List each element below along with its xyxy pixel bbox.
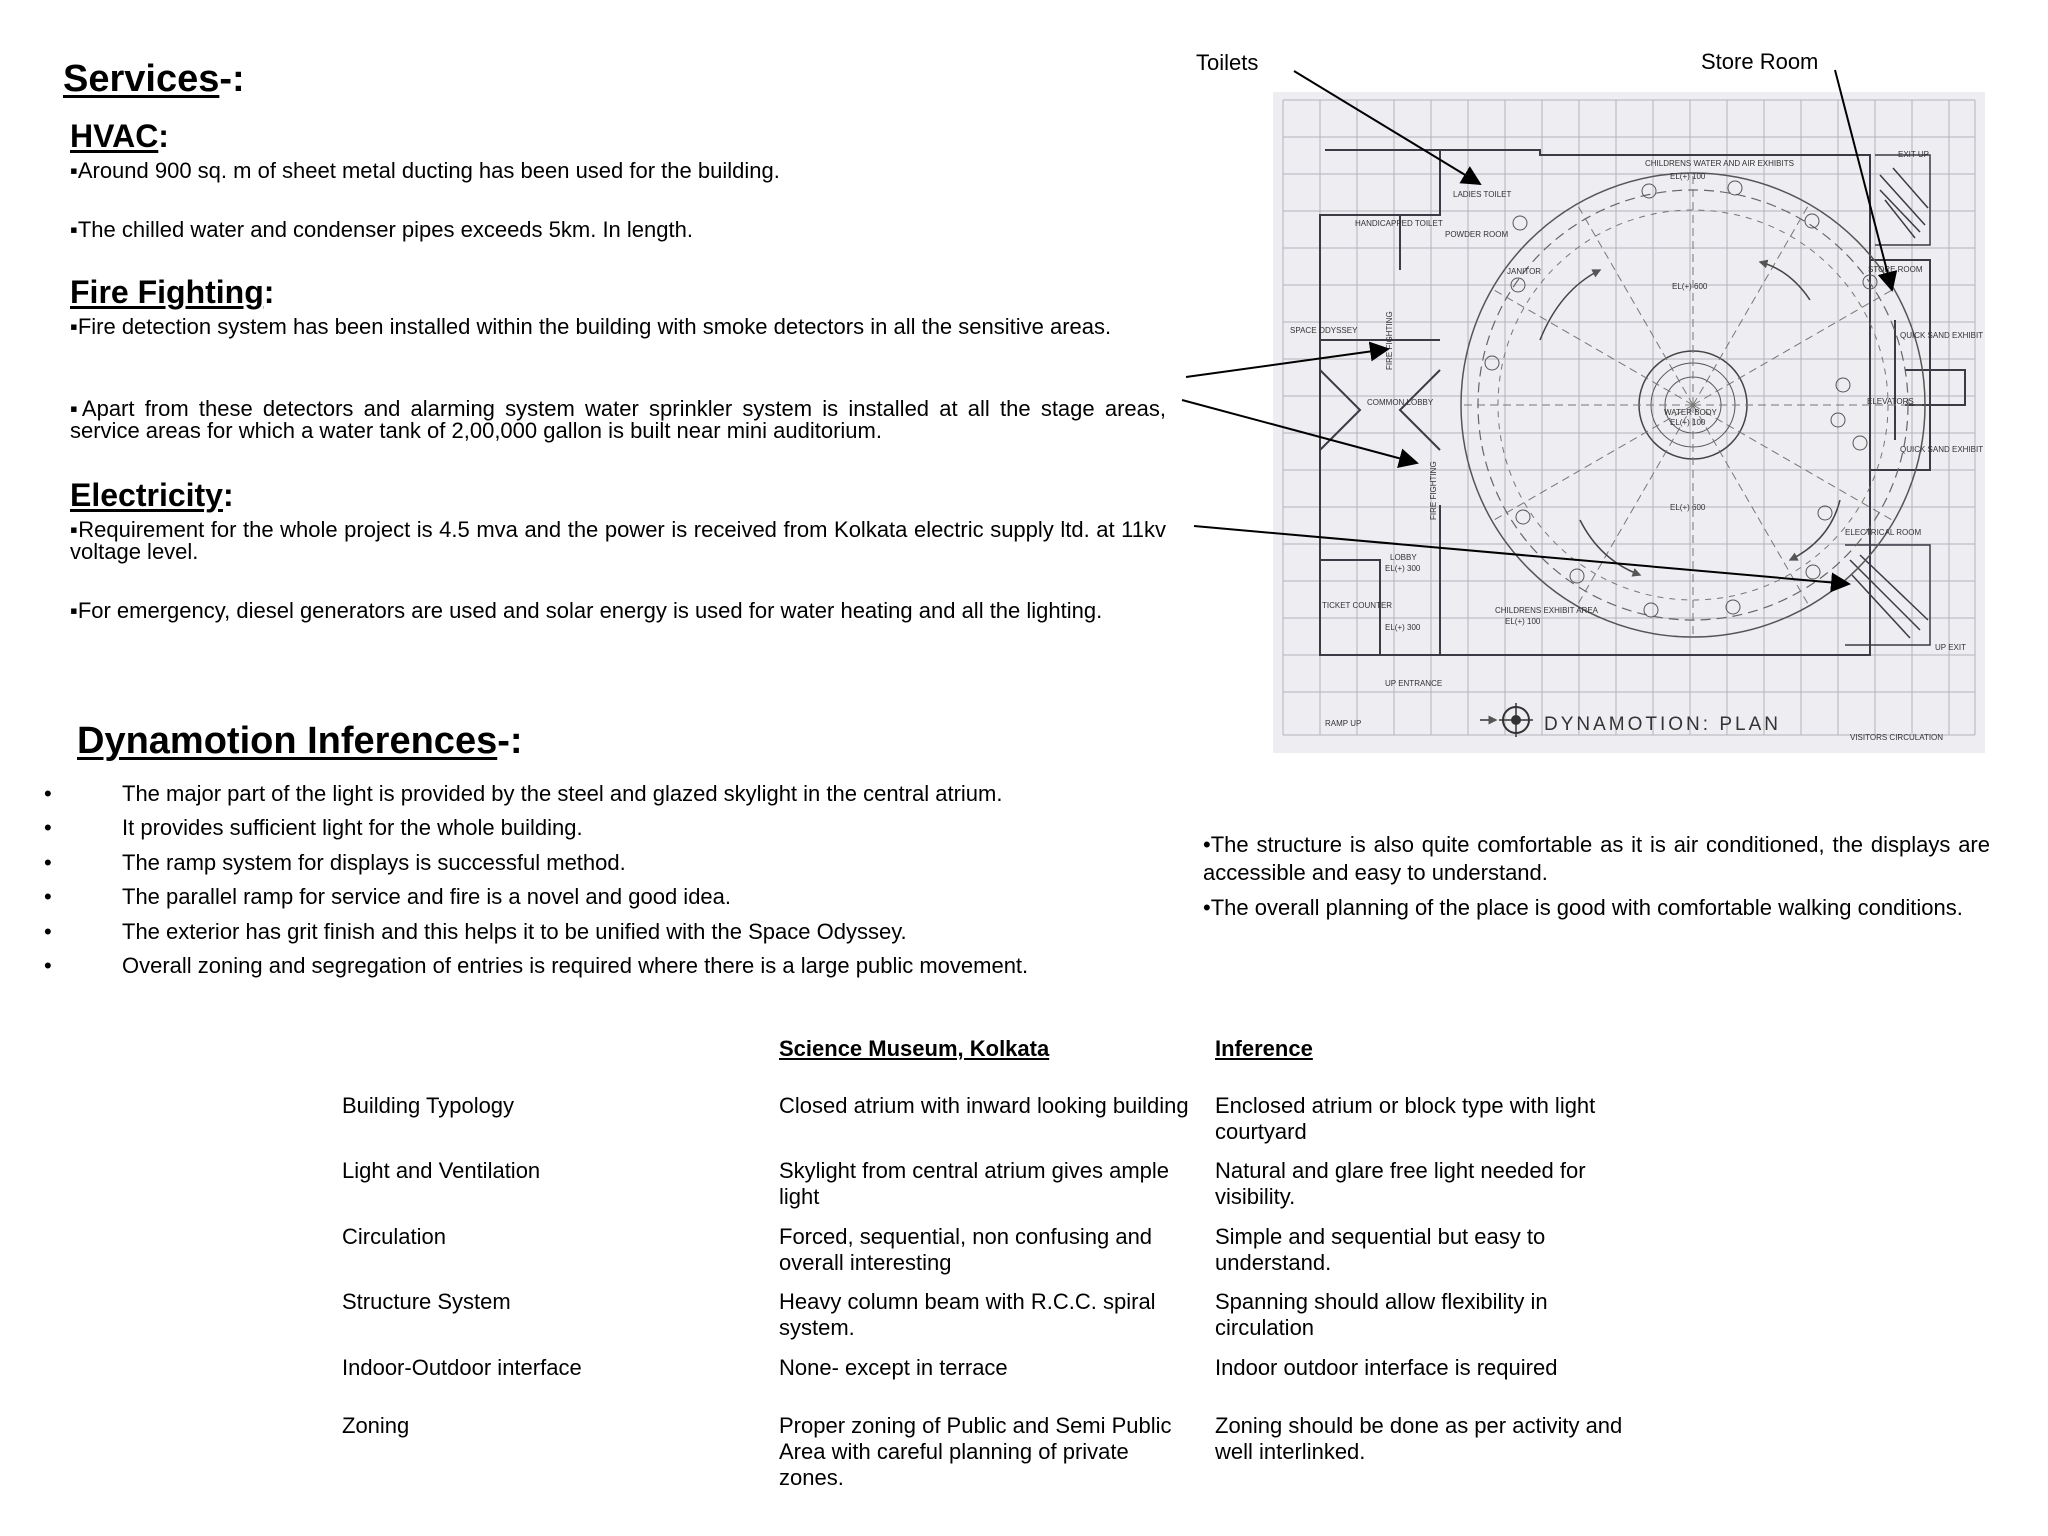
table-header-inference: Inference	[1215, 1036, 1313, 1061]
toilets-label: Toilets	[1196, 50, 1259, 75]
table-cell: Enclosed atrium or block type with light courtyard	[1215, 1093, 1596, 1144]
table-cell: Spanning should allow flexibility in circulation	[1215, 1289, 1548, 1340]
plan-label-el-300-b: EL(+) 300	[1385, 623, 1421, 632]
plan-label-store-room: STORE ROOM	[1868, 265, 1923, 274]
table-header-museum: Science Museum, Kolkata	[779, 1036, 1050, 1061]
inferences-heading: Dynamotion Inferences-:	[77, 720, 523, 762]
plan-label-ladies-toilet: LADIES TOILET	[1453, 190, 1512, 199]
list-item: • The ramp system for displays is successful method.	[44, 850, 626, 875]
plan-label-lobby: LOBBY	[1390, 553, 1417, 562]
plan-label-visitors-circulation: VISITORS CIRCULATION	[1850, 733, 1944, 742]
plan-label-fire-fighting-2: FIRE FIGHTING	[1429, 461, 1438, 520]
plan-label-electrical-room: ELECTRICAL ROOM	[1845, 528, 1922, 537]
plan-label-quick-sand-1: QUICK SAND EXHIBIT	[1900, 331, 1984, 340]
electricity-item-2: ▪For emergency, diesel generators are used and solar energy is used for water heating and all the lighting.	[70, 598, 1103, 623]
plan-label-exit-up-low: UP EXIT	[1935, 643, 1966, 652]
plan-label-el-300-a: EL(+) 300	[1385, 564, 1421, 573]
plan-label-el-100-top: EL(+) 100	[1670, 172, 1706, 181]
plan-label-ramp-up: RAMP UP	[1325, 719, 1362, 728]
plan-caption: DYNAMOTION: PLAN	[1544, 714, 1781, 735]
table-cell: Heavy column beam with R.C.C. spiral system.	[779, 1289, 1156, 1340]
plan-label-up-entrance: UP ENTRANCE	[1385, 679, 1443, 688]
table-cell: Closed atrium with inward looking building	[779, 1093, 1189, 1118]
plan-label-el-600-top: EL(+) 600	[1672, 282, 1708, 291]
list-item: • It provides sufficient light for the whole building.	[44, 815, 583, 840]
plan-label-exit-up: EXIT UP	[1898, 150, 1929, 159]
plan-label-childrens-water: CHILDRENS WATER AND AIR EXHIBITS	[1645, 159, 1794, 168]
fire-fighting-heading: Fire Fighting:	[70, 274, 275, 310]
plan-label-el-600-mid: EL(+) 600	[1670, 503, 1706, 512]
list-item: • The exterior has grit finish and this helps it to be unified with the Space Odyssey.	[44, 919, 907, 944]
plan-label-common-lobby: COMMON LOBBY	[1367, 398, 1434, 407]
table-row-label: Zoning	[342, 1413, 410, 1438]
plan-label-powder-room: POWDER ROOM	[1445, 230, 1509, 239]
electricity-item-1: ▪Requirement for the whole project is 4.5 mva and the power is received from Kolkata electric supply ltd. at 11kv voltage level.	[70, 517, 1166, 564]
table-cell: Proper zoning of Public and Semi Public Area with careful planning of private zones.	[779, 1413, 1172, 1490]
plan-label-water-body: WATER BODY	[1664, 408, 1717, 417]
plan-label-el-100-low: EL(+) 100	[1505, 617, 1541, 626]
table-cell: Natural and glare free light needed for visibility.	[1215, 1158, 1586, 1209]
plan-label-quick-sand-2: QUICK SAND EXHIBIT	[1900, 445, 1984, 454]
table-cell: Simple and sequential but easy to understand.	[1215, 1224, 1546, 1275]
table-cell: Forced, sequential, non confusing and overall interesting	[779, 1224, 1153, 1275]
table-cell: Skylight from central atrium gives ample light	[779, 1158, 1170, 1209]
hvac-heading: HVAC:	[70, 118, 169, 154]
right-note-1: •The structure is also quite comfortable as it is air conditioned, the displays are accessible and easy to understand.	[1203, 832, 1990, 885]
table-row-label: Indoor-Outdoor interface	[342, 1355, 582, 1380]
right-note-2: •The overall planning of the place is good with comfortable walking conditions.	[1203, 895, 1963, 920]
fire-item-1: ▪Fire detection system has been installed within the building with smoke detectors in all the sensitive areas.	[70, 314, 1112, 339]
table-row-label: Building Typology	[342, 1093, 515, 1118]
table-row-label: Structure System	[342, 1289, 511, 1314]
plan-label-childrens-exhibit: CHILDRENS EXHIBIT AREA	[1495, 606, 1598, 615]
table-cell: Indoor outdoor interface is required	[1215, 1355, 1558, 1380]
list-item: • The parallel ramp for service and fire is a novel and good idea.	[44, 884, 732, 909]
table-row-label: Light and Ventilation	[342, 1158, 541, 1183]
table-cell: None- except in terrace	[779, 1355, 1008, 1380]
plan-label-space-odyssey: SPACE ODYSSEY	[1290, 326, 1358, 335]
plan-label-el-100-mid: EL(+) 100	[1670, 418, 1706, 427]
plan-label-janitor: JANITOR	[1507, 267, 1542, 276]
plan-label-elevators: ELEVATORS	[1867, 397, 1914, 406]
hvac-item-2: ▪The chilled water and condenser pipes exceeds 5km. In length.	[70, 217, 693, 242]
plan-label-ticket-counter: TICKET COUNTER	[1322, 601, 1393, 610]
table-cell: Zoning should be done as per activity and well interlinked.	[1215, 1413, 1623, 1464]
list-item: • The major part of the light is provided by the steel and glazed skylight in the central atrium.	[44, 781, 1003, 806]
table-row-label: Circulation	[342, 1224, 446, 1249]
fire-item-2: ▪Apart from these detectors and alarming system water sprinkler system is installed at all the stage areas, service areas for which a water tank of 2,00,000 gallon is built near mini auditorium.	[70, 396, 1166, 443]
services-heading: Services-:	[63, 58, 245, 100]
electricity-heading: Electricity:	[70, 477, 234, 513]
hvac-item-1: ▪Around 900 sq. m of sheet metal ducting has been used for the building.	[70, 158, 780, 183]
store-room-label: Store Room	[1701, 49, 1819, 74]
plan-label-fire-fighting-1: FIRE FIGHTING	[1385, 311, 1394, 370]
plan-label-handicapped-toilet: HANDICAPPED TOILET	[1355, 219, 1443, 228]
list-item: • Overall zoning and segregation of entries is required where there is a large public movement.	[44, 953, 1029, 978]
